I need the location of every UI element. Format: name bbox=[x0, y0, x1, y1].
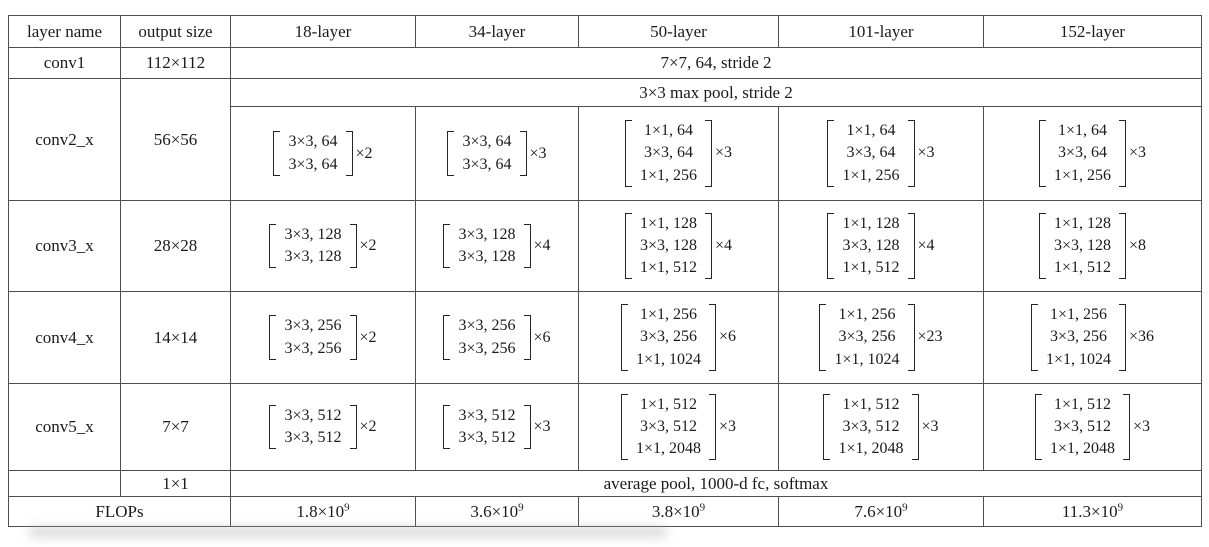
flops-value-exponent: 9 bbox=[699, 500, 706, 513]
conv5-name: conv5_x bbox=[9, 384, 121, 471]
flops-50layer bbox=[579, 497, 779, 527]
conv-spec-line: 1×1, 2048 bbox=[1049, 440, 1115, 458]
conv-spec-line: 1×1, 256 bbox=[1049, 306, 1107, 324]
conv2-block-18layer bbox=[231, 107, 416, 201]
conv-spec-line: 1×1, 256 bbox=[842, 166, 900, 184]
conv-spec-line: 3×3, 128 bbox=[458, 248, 516, 265]
conv5-block-101layer bbox=[779, 384, 984, 471]
conv-block bbox=[987, 115, 1198, 191]
conv-spec-line: 1×1, 2048 bbox=[838, 440, 904, 458]
bracket-right-icon bbox=[1119, 213, 1126, 279]
bracket-right-icon bbox=[912, 394, 919, 460]
bracket-left-icon bbox=[1039, 120, 1046, 186]
header-34-layer: 34-layer bbox=[416, 16, 579, 48]
bracket-right-icon bbox=[524, 315, 531, 359]
bracket-right-icon bbox=[908, 304, 915, 370]
block-multiplier: ×8 bbox=[1129, 236, 1147, 254]
conv-spec-line: 1×1, 128 bbox=[1053, 214, 1111, 232]
conv5-output-size: 7×7 bbox=[121, 384, 231, 471]
conv3-block-18layer bbox=[231, 201, 416, 292]
conv-spec-line: 1×1, 512 bbox=[1053, 259, 1111, 277]
conv-spec-line: 3×3, 64 bbox=[288, 133, 338, 151]
block-multiplier: ×2 bbox=[359, 328, 377, 346]
bracket-right-icon bbox=[709, 304, 716, 370]
conv-spec-line: 1×1, 256 bbox=[639, 166, 697, 184]
conv-block-matrix bbox=[632, 120, 705, 186]
bracket-right-icon bbox=[705, 213, 712, 279]
bracket-left-icon bbox=[625, 120, 632, 186]
flops-row bbox=[9, 497, 1202, 527]
conv-spec-line: 3×3, 64 bbox=[1057, 144, 1107, 162]
conv-block-matrix bbox=[1046, 120, 1119, 186]
conv2-block-101layer bbox=[779, 107, 984, 201]
conv-spec-line: 3×3, 256 bbox=[284, 339, 342, 357]
conv-spec-line: 3×3, 512 bbox=[842, 417, 900, 435]
conv-block bbox=[234, 400, 412, 454]
conv-block bbox=[582, 115, 775, 191]
conv4-name: conv4_x bbox=[9, 292, 121, 384]
block-multiplier: ×3 bbox=[917, 144, 935, 162]
block-multiplier: ×6 bbox=[719, 328, 737, 346]
conv3-block-34layer bbox=[416, 201, 579, 292]
block-multiplier: ×3 bbox=[533, 418, 551, 435]
conv-spec-line: 1×1, 512 bbox=[842, 259, 900, 277]
header-output-size: output size bbox=[121, 16, 231, 48]
conv-block-matrix bbox=[826, 304, 907, 370]
bracket-left-icon bbox=[1031, 304, 1038, 370]
conv4-block-34layer bbox=[416, 292, 579, 384]
conv-block-matrix bbox=[830, 394, 911, 460]
conv-spec-line: 3×3, 64 bbox=[643, 144, 693, 162]
conv-block-matrix bbox=[834, 213, 907, 279]
bracket-left-icon bbox=[621, 304, 628, 370]
conv1-spec: 7×7, 64, stride 2 bbox=[231, 48, 1202, 79]
conv-block bbox=[782, 299, 980, 375]
conv-spec-line: 1×1, 1024 bbox=[1045, 350, 1111, 368]
flops-value-base: 1.8×10 bbox=[296, 501, 345, 521]
conv-block bbox=[987, 389, 1198, 465]
flops-value-base: 3.8×10 bbox=[651, 501, 700, 521]
conv-spec-line: 3×3, 512 bbox=[284, 429, 342, 446]
conv2-block-34layer bbox=[416, 107, 579, 201]
bracket-left-icon bbox=[1039, 213, 1046, 279]
conv5-block-34layer bbox=[416, 384, 579, 471]
bracket-right-icon bbox=[1119, 304, 1126, 370]
conv-block bbox=[582, 208, 775, 284]
conv-block-matrix bbox=[1046, 213, 1119, 279]
conv3-block-101layer bbox=[779, 201, 984, 292]
resnet-architecture-table bbox=[8, 15, 1202, 527]
conv-spec-line: 3×3, 128 bbox=[458, 225, 516, 243]
conv-spec-line: 1×1, 512 bbox=[1053, 395, 1111, 413]
conv-block bbox=[582, 299, 775, 375]
header-101-layer: 101-layer bbox=[779, 16, 984, 48]
conv-block bbox=[782, 115, 980, 191]
caption-blur-artifact bbox=[28, 526, 668, 538]
conv-block-matrix bbox=[450, 224, 523, 268]
block-multiplier: ×2 bbox=[359, 237, 377, 254]
conv2-block-152layer bbox=[984, 107, 1202, 201]
flops-value-base: 11.3×10 bbox=[1061, 501, 1118, 521]
bracket-left-icon bbox=[1035, 394, 1042, 460]
conv-spec-line: 3×3, 256 bbox=[639, 328, 697, 346]
conv-spec-line: 3×3, 128 bbox=[284, 248, 342, 265]
conv4-row bbox=[9, 292, 1202, 384]
conv-spec-line: 3×3, 128 bbox=[842, 236, 900, 254]
conv1-name: conv1 bbox=[9, 48, 121, 79]
conv-spec-line: 1×1, 512 bbox=[639, 395, 697, 413]
block-multiplier: ×3 bbox=[719, 417, 737, 435]
avgpool-row bbox=[9, 471, 1202, 497]
conv-block-matrix bbox=[1042, 394, 1123, 460]
conv5-block-152layer bbox=[984, 384, 1202, 471]
conv-block-matrix bbox=[276, 224, 349, 268]
bracket-left-icon bbox=[269, 315, 276, 359]
conv-block bbox=[987, 299, 1198, 375]
conv3-block-152layer bbox=[984, 201, 1202, 292]
conv-block bbox=[419, 400, 575, 454]
conv-spec-line: 3×3, 64 bbox=[288, 155, 338, 173]
header-18-layer: 18-layer bbox=[231, 16, 416, 48]
conv-spec-line: 3×3, 512 bbox=[1053, 417, 1111, 435]
bracket-right-icon bbox=[520, 131, 527, 175]
bracket-right-icon bbox=[1119, 120, 1126, 186]
bracket-right-icon bbox=[709, 394, 716, 460]
bracket-right-icon bbox=[705, 120, 712, 186]
conv-spec-line: 1×1, 64 bbox=[846, 122, 896, 140]
conv-block bbox=[782, 208, 980, 284]
conv-spec-line: 3×3, 256 bbox=[458, 317, 516, 335]
flops-value-exponent: 9 bbox=[902, 500, 908, 513]
conv-spec-line: 1×1, 512 bbox=[639, 259, 697, 277]
bracket-left-icon bbox=[273, 131, 280, 175]
block-multiplier: ×3 bbox=[921, 417, 939, 435]
conv-spec-line: 3×3, 512 bbox=[458, 406, 516, 424]
conv-block-matrix bbox=[454, 131, 519, 175]
conv3-name: conv3_x bbox=[9, 201, 121, 292]
block-multiplier: ×4 bbox=[917, 236, 935, 254]
bracket-left-icon bbox=[621, 394, 628, 460]
header-152-layer: 152-layer bbox=[984, 16, 1202, 48]
conv5-row bbox=[9, 384, 1202, 471]
flops-value-base: 3.6×10 bbox=[470, 501, 519, 521]
block-multiplier: ×3 bbox=[715, 144, 733, 162]
header-row bbox=[9, 16, 1202, 48]
block-multiplier: ×36 bbox=[1129, 328, 1155, 346]
block-multiplier: ×4 bbox=[533, 237, 551, 254]
conv3-block-50layer bbox=[579, 201, 779, 292]
conv-block bbox=[987, 208, 1198, 284]
conv-spec-line: 1×1, 256 bbox=[1053, 166, 1111, 184]
block-multiplier: ×2 bbox=[359, 418, 377, 435]
conv-block bbox=[234, 126, 412, 180]
block-multiplier: ×3 bbox=[1129, 144, 1147, 162]
bracket-left-icon bbox=[625, 213, 632, 279]
conv-spec-line: 3×3, 512 bbox=[458, 429, 516, 446]
conv-spec-line: 3×3, 128 bbox=[639, 236, 697, 254]
conv-block-matrix bbox=[628, 394, 709, 460]
bracket-right-icon bbox=[524, 405, 531, 449]
bracket-left-icon bbox=[269, 224, 276, 268]
conv2-name: conv2_x bbox=[9, 79, 121, 201]
conv-spec-line: 1×1, 128 bbox=[842, 214, 900, 232]
conv-block-matrix bbox=[276, 315, 349, 359]
conv-spec-line: 3×3, 128 bbox=[284, 225, 342, 243]
conv2-maxpool-row bbox=[9, 79, 1202, 107]
avgpool-output-size: 1×1 bbox=[121, 471, 231, 497]
conv-block-matrix bbox=[628, 304, 709, 370]
conv-spec-line: 3×3, 64 bbox=[462, 133, 512, 151]
conv-spec-line: 3×3, 512 bbox=[639, 417, 697, 435]
conv5-block-50layer bbox=[579, 384, 779, 471]
flops-101layer bbox=[779, 497, 984, 527]
conv-block-matrix bbox=[450, 405, 523, 449]
conv1-output-size: 112×112 bbox=[121, 48, 231, 79]
conv3-output-size: 28×28 bbox=[121, 201, 231, 292]
bracket-right-icon bbox=[908, 213, 915, 279]
conv-spec-line: 3×3, 256 bbox=[1049, 328, 1107, 346]
conv-block bbox=[782, 389, 980, 465]
bracket-right-icon bbox=[350, 405, 357, 449]
bracket-left-icon bbox=[269, 405, 276, 449]
conv-block bbox=[582, 389, 775, 465]
bracket-left-icon bbox=[443, 405, 450, 449]
conv-spec-line: 1×1, 256 bbox=[639, 306, 697, 324]
conv-spec-line: 1×1, 512 bbox=[842, 395, 900, 413]
flops-label: FLOPs bbox=[9, 497, 231, 527]
avgpool-spec: average pool, 1000-d fc, softmax bbox=[231, 471, 1202, 497]
conv-spec-line: 3×3, 256 bbox=[284, 317, 342, 335]
conv4-output-size: 14×14 bbox=[121, 292, 231, 384]
block-multiplier: ×3 bbox=[529, 144, 547, 162]
conv-spec-line: 1×1, 256 bbox=[838, 306, 896, 324]
conv3-row bbox=[9, 201, 1202, 292]
flops-value-exponent: 9 bbox=[344, 500, 350, 513]
conv5-block-18layer bbox=[231, 384, 416, 471]
conv-spec-line: 1×1, 64 bbox=[1057, 122, 1107, 140]
block-multiplier: ×3 bbox=[1133, 417, 1151, 435]
conv-block bbox=[419, 310, 575, 364]
conv-block-matrix bbox=[450, 315, 523, 359]
block-multiplier: ×2 bbox=[355, 144, 373, 162]
conv-block bbox=[234, 310, 412, 364]
conv-spec-line: 1×1, 2048 bbox=[635, 440, 701, 458]
header-50-layer: 50-layer bbox=[579, 16, 779, 48]
conv-spec-line: 3×3, 128 bbox=[1053, 236, 1111, 254]
resnet-architecture-table-wrap bbox=[8, 15, 1202, 527]
bracket-left-icon bbox=[823, 394, 830, 460]
bracket-left-icon bbox=[447, 131, 454, 175]
conv-block-matrix bbox=[276, 405, 349, 449]
conv2-output-size: 56×56 bbox=[121, 79, 231, 201]
block-multiplier: ×4 bbox=[715, 236, 733, 254]
avgpool-empty-cell bbox=[9, 471, 121, 497]
bracket-left-icon bbox=[819, 304, 826, 370]
bracket-right-icon bbox=[350, 315, 357, 359]
conv4-block-18layer bbox=[231, 292, 416, 384]
header-layer-name: layer name bbox=[9, 16, 121, 48]
conv-block-matrix bbox=[280, 131, 345, 175]
conv-block-matrix bbox=[632, 213, 705, 279]
conv-spec-line: 3×3, 256 bbox=[838, 328, 896, 346]
block-multiplier: ×6 bbox=[533, 328, 551, 346]
conv-block-matrix bbox=[1038, 304, 1119, 370]
bracket-right-icon bbox=[350, 224, 357, 268]
flops-152layer bbox=[984, 497, 1202, 527]
bracket-left-icon bbox=[827, 120, 834, 186]
conv-spec-line: 3×3, 64 bbox=[846, 144, 896, 162]
flops-value-base: 7.6×10 bbox=[854, 501, 903, 521]
conv1-row bbox=[9, 48, 1202, 79]
conv-block-matrix bbox=[834, 120, 907, 186]
conv-spec-line: 1×1, 1024 bbox=[635, 350, 701, 368]
bracket-right-icon bbox=[1123, 394, 1130, 460]
conv2-maxpool-spec: 3×3 max pool, stride 2 bbox=[231, 79, 1202, 107]
conv-spec-line: 1×1, 128 bbox=[639, 214, 697, 232]
conv4-block-101layer bbox=[779, 292, 984, 384]
flops-34layer bbox=[416, 497, 579, 527]
bracket-right-icon bbox=[524, 224, 531, 268]
flops-value-exponent: 9 bbox=[518, 500, 524, 513]
bracket-right-icon bbox=[908, 120, 915, 186]
conv-spec-line: 1×1, 64 bbox=[643, 122, 693, 140]
conv2-block-50layer bbox=[579, 107, 779, 201]
conv-block bbox=[234, 219, 412, 273]
block-multiplier: ×23 bbox=[917, 328, 943, 346]
conv-spec-line: 3×3, 256 bbox=[458, 339, 516, 357]
bracket-left-icon bbox=[443, 224, 450, 268]
conv-spec-line: 3×3, 512 bbox=[284, 406, 342, 424]
flops-value-exponent: 9 bbox=[1117, 500, 1124, 513]
conv-spec-line: 3×3, 64 bbox=[462, 155, 512, 173]
bracket-left-icon bbox=[443, 315, 450, 359]
flops-18layer bbox=[231, 497, 416, 527]
bracket-right-icon bbox=[346, 131, 353, 175]
bracket-left-icon bbox=[827, 213, 834, 279]
conv-spec-line: 1×1, 1024 bbox=[834, 350, 900, 368]
conv-block bbox=[419, 219, 575, 273]
conv4-block-152layer bbox=[984, 292, 1202, 384]
conv-block bbox=[419, 126, 575, 180]
conv4-block-50layer bbox=[579, 292, 779, 384]
